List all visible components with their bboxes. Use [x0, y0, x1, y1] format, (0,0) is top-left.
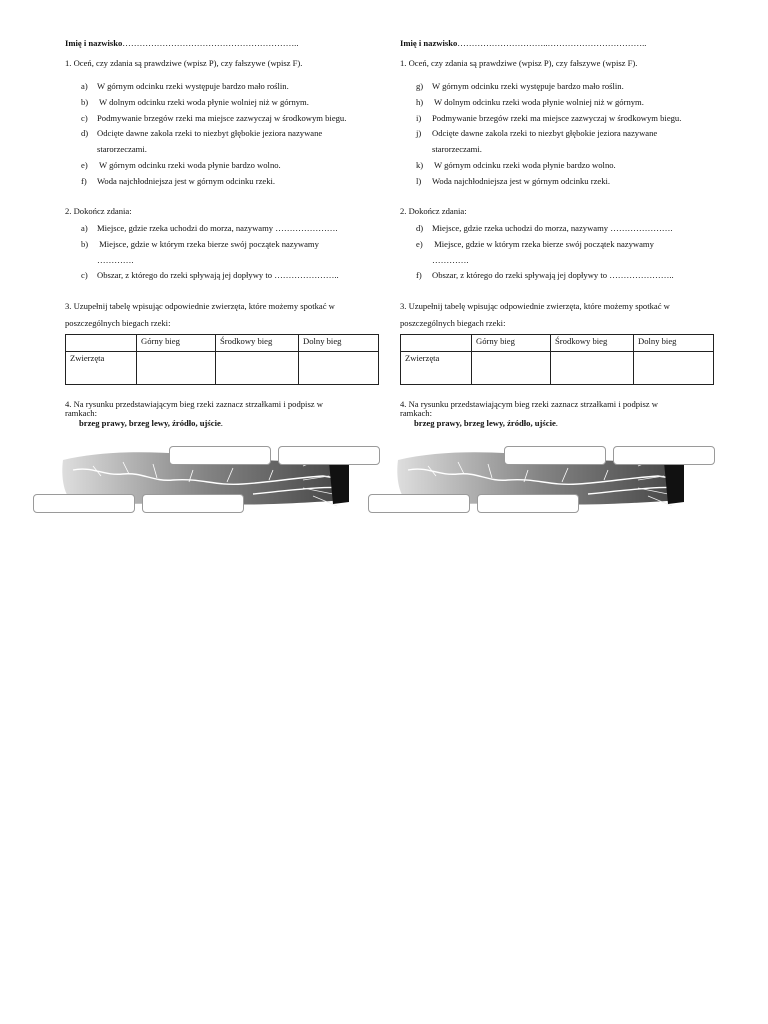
list-item: c) Podmywanie brzegów rzeki ma miejsce zazwyczaj w środkowym biegu. [81, 113, 347, 123]
answer-cell-middle[interactable] [216, 352, 299, 385]
table-header-upper: Górny bieg [137, 335, 216, 352]
question-3-title: 3. Uzupełnij tabelę wpisując odpowiednie zwierzęta, które możemy spotkać w [65, 301, 335, 311]
label-box-1[interactable] [504, 446, 606, 465]
list-item: g) W górnym odcinku rzeki występuje bardzo mało roślin. [416, 81, 624, 91]
list-item: a) Miejsce, gdzie rzeka uchodzi do morza, nazywamy …………………. [81, 223, 338, 233]
label-box-3[interactable] [368, 494, 470, 513]
question-4-title-line2: ramkach: [400, 408, 432, 418]
answer-cell-middle[interactable] [551, 352, 634, 385]
table-header-empty [66, 335, 137, 352]
name-field [65, 38, 298, 49]
list-item: e) W górnym odcinku rzeki woda płynie bardzo wolno. [81, 160, 281, 170]
name-label: Imię i nazwisko [400, 38, 458, 48]
list-item: starorzeczami. [432, 144, 482, 154]
list-item: d) Miejsce, gdzie rzeka uchodzi do morza, nazywamy …………………. [416, 223, 673, 233]
label-box-4[interactable] [142, 494, 244, 513]
label-box-3[interactable] [33, 494, 135, 513]
name-field [400, 38, 646, 49]
answer-cell-upper[interactable] [472, 352, 551, 385]
animals-table [65, 334, 379, 385]
list-item: l) Woda najchłodniejsza jest w górnym odcinku rzeki. [416, 176, 611, 186]
table-header-empty [401, 335, 472, 352]
table-header-middle: Środkowy bieg [551, 335, 634, 352]
list-item: …………. [432, 255, 469, 265]
label-box-2[interactable] [278, 446, 380, 465]
question-4-title-line2: ramkach: [65, 408, 97, 418]
table-row-label: Zwierzęta [66, 352, 137, 385]
list-item: b) Miejsce, gdzie w którym rzeka bierze swój początek nazywamy [81, 239, 319, 249]
name-dots: …………………………………………………….. [122, 38, 299, 48]
question-1-title: 1. Oceń, czy zdania są prawdziwe (wpisz P), czy fałszywe (wpisz F). [65, 58, 303, 68]
worksheet-left [65, 0, 385, 520]
list-item: d) Odcięte dawne zakola rzeki to niezbyt głębokie jeziora nazywane [81, 128, 323, 138]
list-item: f) Obszar, z którego do rzeki spływają jej dopływy to ………………….. [416, 270, 674, 280]
answer-cell-lower[interactable] [634, 352, 714, 385]
table-row-label: Zwierzęta [401, 352, 472, 385]
name-label: Imię i nazwisko [65, 38, 123, 48]
question-3-title-line2: poszczególnych biegach rzeki: [65, 318, 171, 328]
answer-cell-upper[interactable] [137, 352, 216, 385]
list-item: i) Podmywanie brzegów rzeki ma miejsce zazwyczaj w środkowym biegu. [416, 113, 682, 123]
table-header-middle: Środkowy bieg [216, 335, 299, 352]
question-4-terms: brzeg prawy, brzeg lewy, źródło, ujście. [79, 418, 223, 428]
question-4-terms: brzeg prawy, brzeg lewy, źródło, ujście. [414, 418, 558, 428]
label-box-1[interactable] [169, 446, 271, 465]
label-box-2[interactable] [613, 446, 715, 465]
list-item: h) W dolnym odcinku rzeki woda płynie wolniej niż w górnym. [416, 97, 644, 107]
question-4-title: 4. Na rysunku przedstawiającym bieg rzeki zaznacz strzałkami i podpisz w [65, 399, 323, 409]
question-1-title: 1. Oceń, czy zdania są prawdziwe (wpisz P), czy fałszywe (wpisz F). [400, 58, 638, 68]
question-2-title: 2. Dokończ zdania: [400, 206, 467, 216]
question-3-title: 3. Uzupełnij tabelę wpisując odpowiednie zwierzęta, które możemy spotkać w [400, 301, 670, 311]
label-box-4[interactable] [477, 494, 579, 513]
worksheet-right [400, 0, 720, 520]
animals-table [400, 334, 714, 385]
list-item: j) Odcięte dawne zakola rzeki to niezbyt głębokie jeziora nazywane [416, 128, 658, 138]
list-item: starorzeczami. [97, 144, 147, 154]
table-header-upper: Górny bieg [472, 335, 551, 352]
table-header-lower: Dolny bieg [634, 335, 714, 352]
list-item: …………. [97, 255, 134, 265]
list-item: c) Obszar, z którego do rzeki spływają jej dopływy to ………………….. [81, 270, 339, 280]
list-item: e) Miejsce, gdzie w którym rzeka bierze swój początek nazywamy [416, 239, 654, 249]
question-4-title: 4. Na rysunku przedstawiającym bieg rzeki zaznacz strzałkami i podpisz w [400, 399, 658, 409]
list-item: k) W górnym odcinku rzeki woda płynie bardzo wolno. [416, 160, 616, 170]
list-item: b) W dolnym odcinku rzeki woda płynie wolniej niż w górnym. [81, 97, 309, 107]
question-3-title-line2: poszczególnych biegach rzeki: [400, 318, 506, 328]
question-2-title: 2. Dokończ zdania: [65, 206, 132, 216]
list-item: a) W górnym odcinku rzeki występuje bardzo mało roślin. [81, 81, 289, 91]
answer-cell-lower[interactable] [299, 352, 379, 385]
table-header-lower: Dolny bieg [299, 335, 379, 352]
list-item: f) Woda najchłodniejsza jest w górnym odcinku rzeki. [81, 176, 276, 186]
name-dots: …………………………..…………………………….. [457, 38, 647, 48]
